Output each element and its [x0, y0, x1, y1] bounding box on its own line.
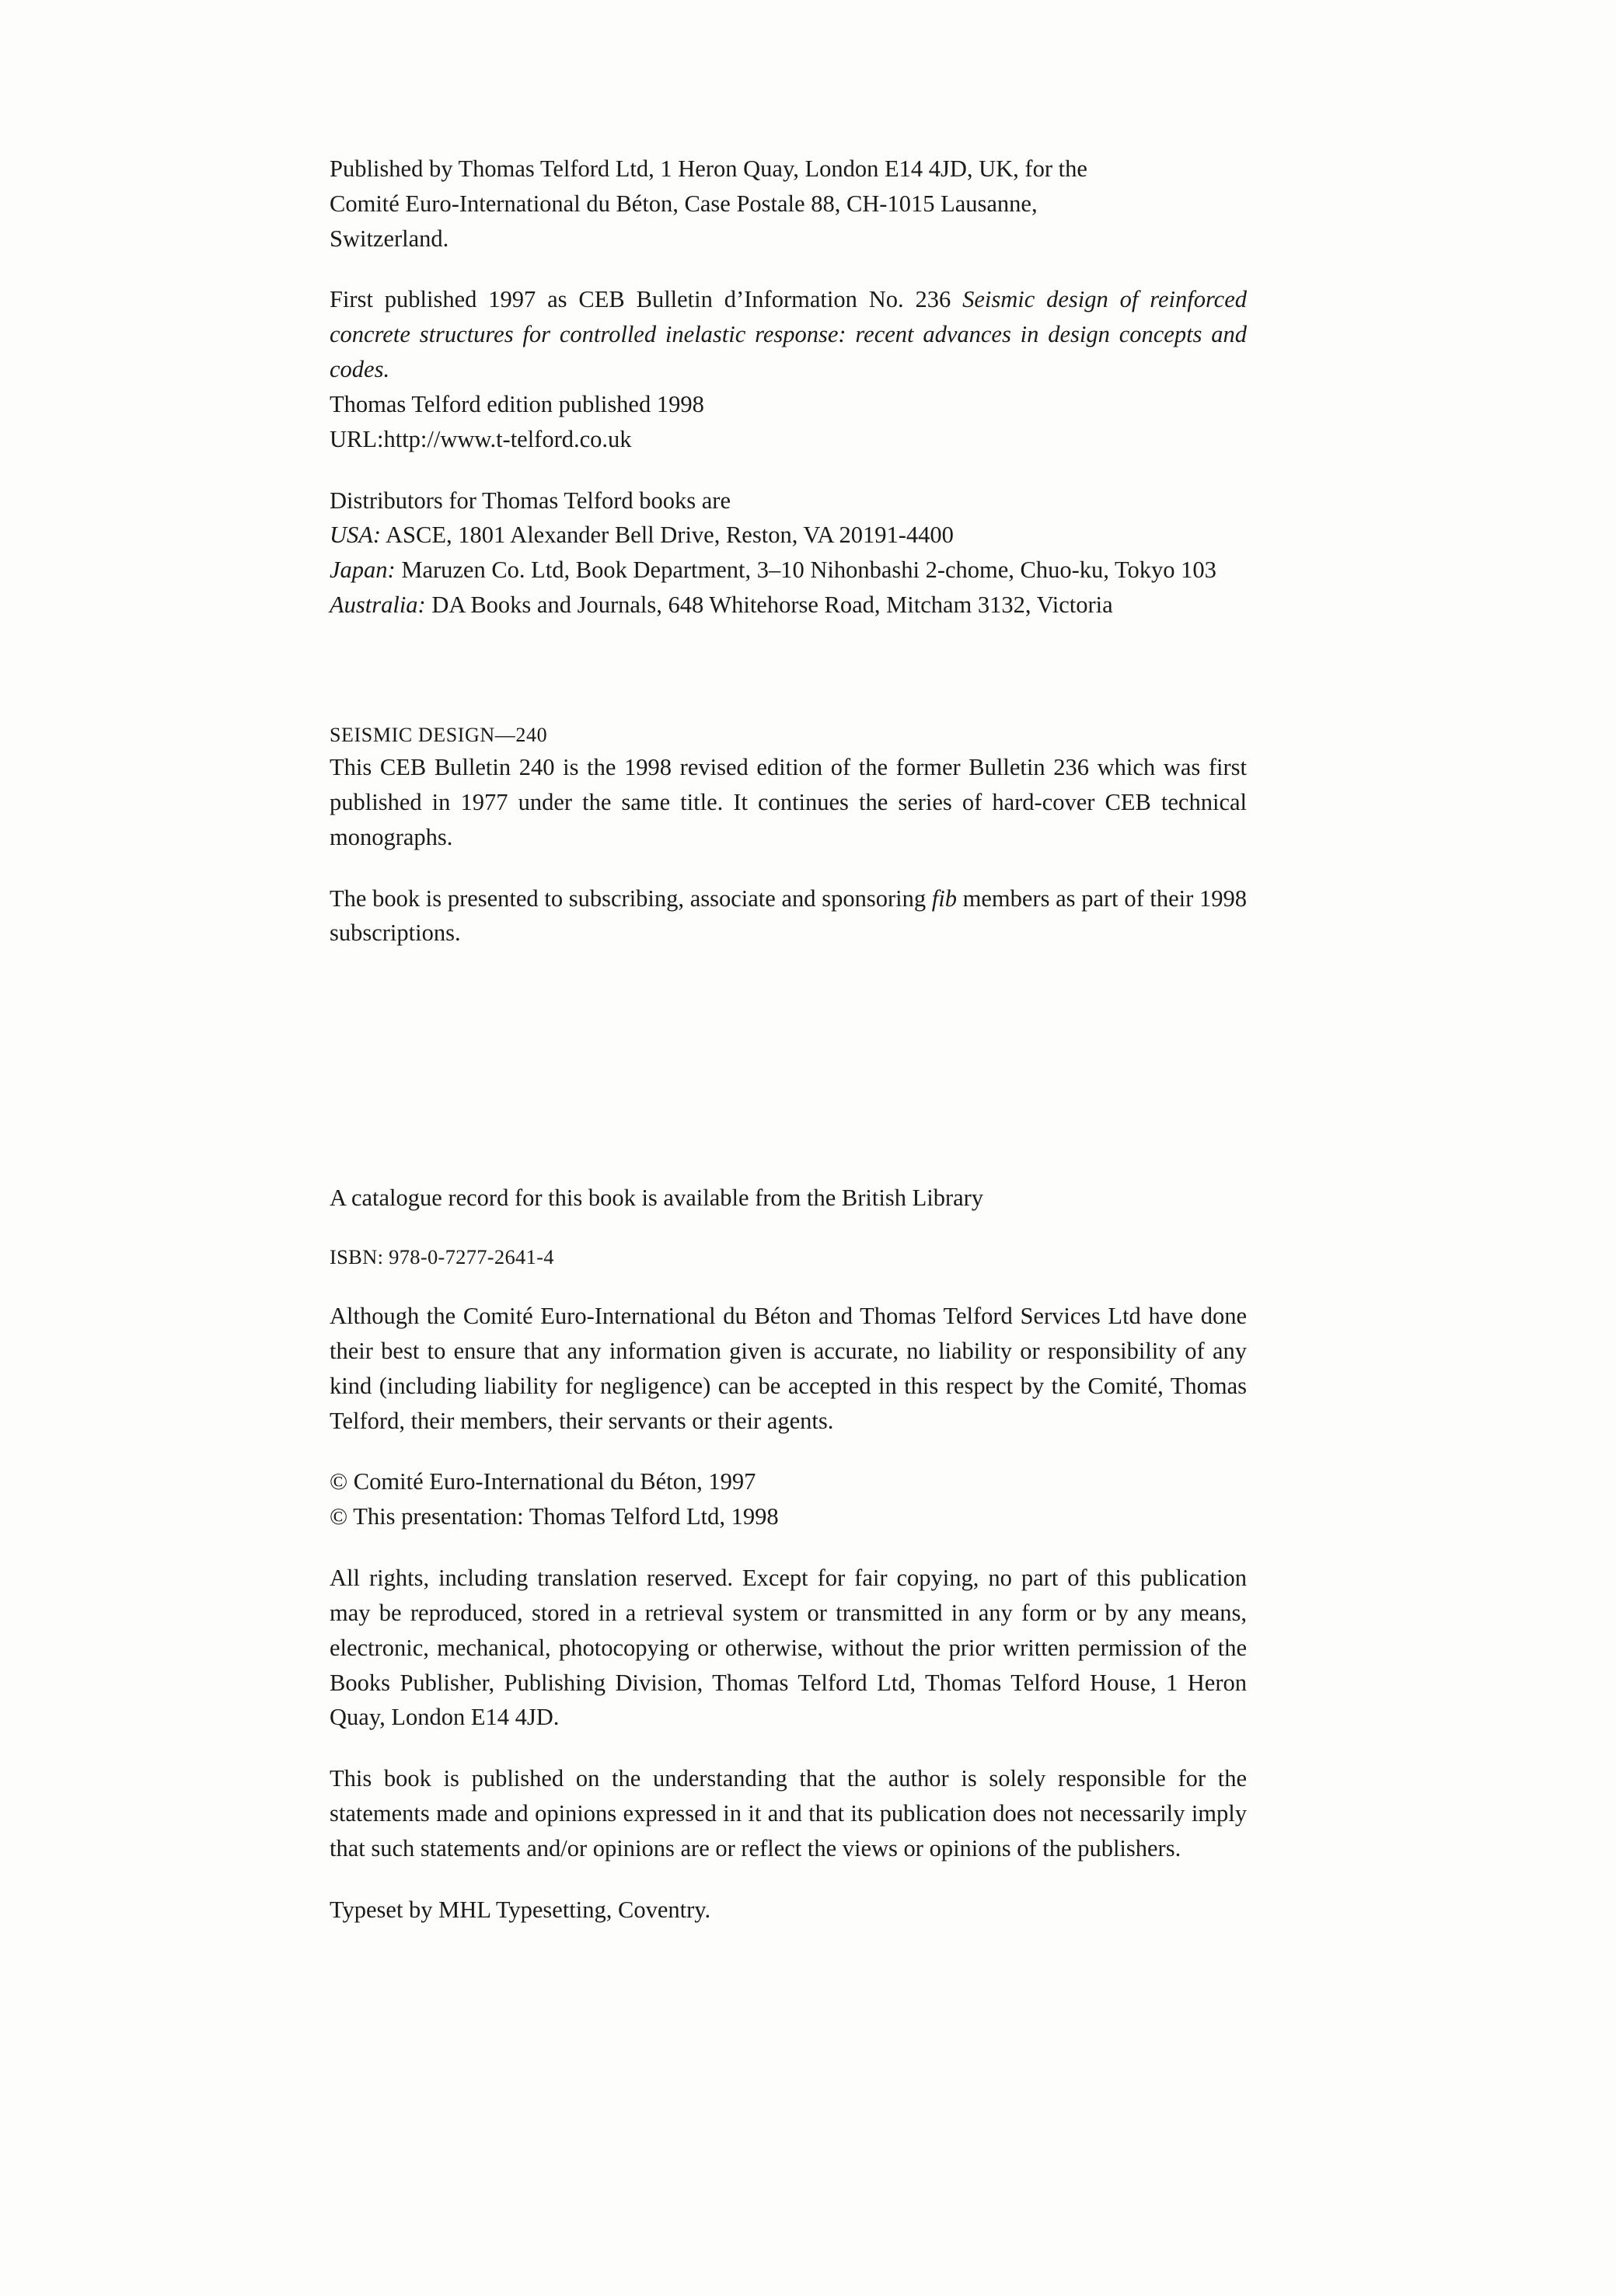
series-note-paragraph: This CEB Bulletin 240 is the 1998 revised edition of the former Bulletin 236 which was first published in 1977 under the same title. It continues the series of hard-cover CEB technical monographs. [330, 754, 1247, 850]
distributor-japan-region: Japan: [330, 557, 396, 584]
first-published-lead: First published 1997 as CEB Bulletin d’Information No. 236 [330, 286, 963, 313]
catalogue-block [330, 1181, 1247, 1216]
copyright-block [330, 1464, 1247, 1534]
edition-line: Thomas Telford edition published 1998 [330, 390, 704, 417]
rights-block [330, 1561, 1247, 1735]
members-note-pre: The book is presented to subscribing, associate and sponsoring [330, 885, 932, 912]
url-line: URL:http://www.t-telford.co.uk [330, 425, 632, 452]
copyright-line-2: © This presentation: Thomas Telford Ltd, 1998 [330, 1503, 779, 1530]
members-note-paragraph [330, 881, 1247, 951]
publisher-line-1: Published by Thomas Telford Ltd, 1 Heron Quay, London E14 4JD, UK, for the [330, 155, 1087, 182]
distributor-usa-region: USA: [330, 522, 382, 549]
distributor-australia-region: Australia: [330, 591, 426, 619]
isbn-line: ISBN: 978-0-7277-2641-4 [330, 1245, 554, 1269]
copyright-page-content [330, 152, 1247, 1928]
spacer-after-distributors [330, 649, 1247, 721]
rights-paragraph: All rights, including translation reserved. Except for fair copying, no part of this publication may be reproduced, stored in a retrieval system or transmitted in any form or by any means, electronic, mechanical, photocopying or otherwise, without the prior written permission of the Books Publisher, Publishing Division, Thomas Telford Ltd, Thomas Telford House, 1 Heron Quay, London E14 4JD. [330, 1565, 1247, 1731]
typeset-line: Typeset by MHL Typesetting, Coventry. [330, 1896, 711, 1923]
members-note-post: members as part of their 1998 subscriptions. [330, 885, 1247, 947]
series-label: SEISMIC DESIGN—240 [330, 723, 548, 746]
distributor-australia [330, 588, 1247, 623]
members-note-block [330, 881, 1247, 951]
responsibility-block [330, 1761, 1247, 1865]
spacer-mid-page [330, 977, 1247, 1181]
distributor-australia-detail: DA Books and Journals, 648 Whitehorse Road, Mitcham 3132, Victoria [425, 591, 1113, 619]
disclaimer-paragraph: Although the Comité Euro-International du Béton and Thomas Telford Services Ltd have done their best to ensure that any information given is accurate, no liability or responsibility of any kind (including liability for negligence) can be accepted in this respect by the Comité, Thomas Telford, their members, their servants or their agents. [330, 1303, 1247, 1434]
series-note-block [330, 721, 1247, 855]
distributor-usa [330, 518, 1247, 553]
publisher-line-2: Comité Euro-International du Béton, Case Postale 88, CH-1015 Lausanne, [330, 190, 1038, 217]
first-published-paragraph [330, 282, 1247, 386]
responsibility-paragraph: This book is published on the understanding that the author is solely responsible for the statements made and opinions expressed in it and that its publication does not necessarily imply that such statements and/or opinions are or reflect the views or opinions of the publishers. [330, 1765, 1247, 1862]
disclaimer-block [330, 1299, 1247, 1438]
distributors-heading: Distributors for Thomas Telford books are [330, 487, 731, 514]
typeset-block [330, 1893, 1247, 1928]
publisher-block [330, 152, 1247, 256]
fib-italic: fib [931, 885, 957, 912]
publisher-line-3: Switzerland. [330, 225, 449, 252]
distributor-usa-detail: ASCE, 1801 Alexander Bell Drive, Reston, VA 20191-4400 [381, 522, 954, 549]
first-published-title: Seismic design of reinforced concrete structures for controlled inelastic response: recent advances in design concepts and codes. [330, 286, 1248, 383]
copyright-line-1: © Comité Euro-International du Béton, 1997 [330, 1468, 756, 1495]
distributor-japan [330, 553, 1247, 588]
catalogue-line: A catalogue record for this book is available from the British Library [330, 1185, 984, 1212]
distributor-japan-detail: Maruzen Co. Ltd, Book Department, 3–10 Nihonbashi 2-chome, Chuo-ku, Tokyo 103 [395, 557, 1216, 584]
first-published-block [330, 282, 1247, 456]
distributors-block [330, 483, 1247, 623]
isbn-block [330, 1242, 1247, 1272]
